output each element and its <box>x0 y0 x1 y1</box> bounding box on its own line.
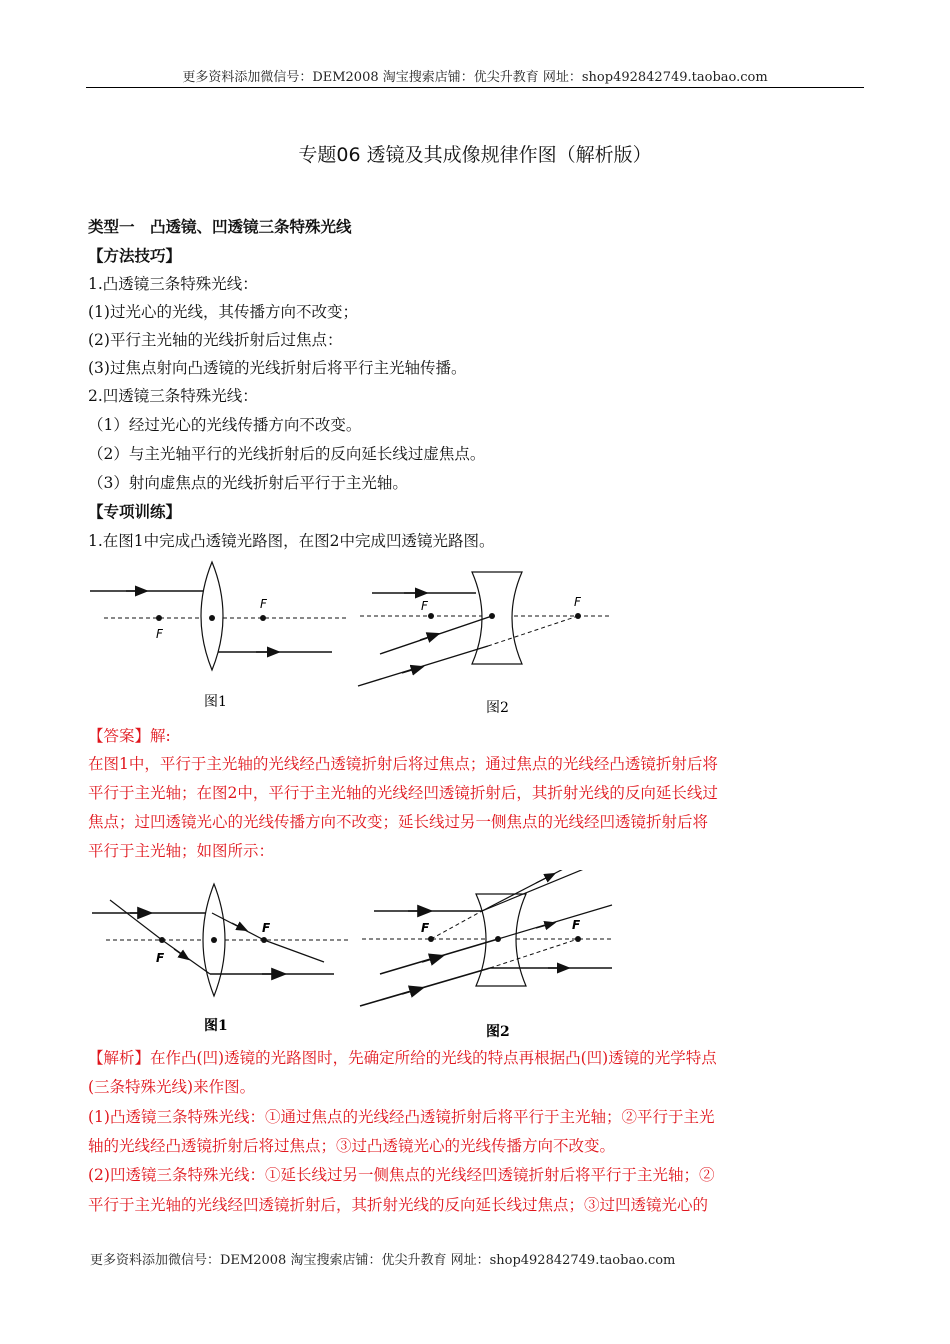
focus-label: F <box>572 918 581 932</box>
analysis-line: (三条特殊光线)来作图。 <box>88 1078 256 1096</box>
page-title: 专题06 透镜及其成像规律作图（解析版） <box>298 144 652 166</box>
method-heading: 【方法技巧】 <box>88 247 182 265</box>
method-line: （2）与主光轴平行的光线折射后的反向延长线过虚焦点。 <box>88 445 486 463</box>
focus-point <box>156 615 162 621</box>
focus-label: F <box>262 921 271 935</box>
answer-figure-1-caption: 图1 <box>204 1018 228 1034</box>
ray-arrow <box>422 956 442 962</box>
method-line: (1)过光心的光线，其传播方向不改变； <box>88 303 358 321</box>
analysis-line: 【解析】在作凸(凹)透镜的光路图时，先确定所给的光线的特点再根据凸(凹)透镜的光学特点 <box>88 1049 717 1067</box>
answer-line: 平行于主光轴；如图所示： <box>88 842 275 860</box>
focus-label: F <box>260 597 267 611</box>
figure-2-caption: 图2 <box>486 700 509 716</box>
analysis-line: (2)凹透镜三条特殊光线：①延长线过另一侧焦点的光线经凹透镜折射后将平行于主光轴；② <box>88 1166 715 1184</box>
analysis-line: (1)凸透镜三条特殊光线：①通过焦点的光线经凸透镜折射后将平行于主光轴；②平行于主光 <box>88 1108 715 1126</box>
question-1: 1.在图1中完成凸透镜光路图，在图2中完成凹透镜光路图。 <box>88 532 495 550</box>
ray-arrow <box>232 923 246 930</box>
ray-arrow <box>174 949 188 959</box>
refracted-ray-extended <box>264 940 324 962</box>
ray-arrow <box>536 923 554 928</box>
training-heading: 【专项训练】 <box>88 503 182 521</box>
question-figures <box>86 556 626 721</box>
incident-ray <box>358 646 488 686</box>
ray-arrow <box>536 874 554 883</box>
concave-lens <box>472 572 522 664</box>
focus-label: F <box>156 951 165 965</box>
figure-2-concave <box>358 572 612 716</box>
answer-figure-1-convex <box>92 884 348 1034</box>
method-line: (2)平行主光轴的光线折射后过焦点： <box>88 331 343 349</box>
focus-point <box>428 613 434 619</box>
answer-figure-2-concave <box>360 870 612 1040</box>
page-header: 更多资料添加微信号：DEM2008 淘宝搜索店铺：优尖升教育 网址：shop492842749.taobao.com <box>182 70 768 85</box>
page-footer: 更多资料添加微信号：DEM2008 淘宝搜索店铺：优尖升教育 网址：shop492842749.taobao.com <box>90 1253 676 1268</box>
figure-1-caption: 图1 <box>204 694 227 710</box>
method-line: （1）经过光心的光线传播方向不改变。 <box>88 416 362 434</box>
method-line: （3）射向虚焦点的光线折射后平行于主光轴。 <box>88 474 408 492</box>
ray-arrow <box>420 634 438 640</box>
incident-ray-through-focus <box>110 900 162 940</box>
focus-label: F <box>421 921 430 935</box>
optical-center <box>209 615 215 621</box>
incident-ray <box>360 968 490 1006</box>
ray-arrow <box>402 667 422 673</box>
reverse-extension <box>431 911 482 939</box>
method-line: 2.凹透镜三条特殊光线： <box>88 387 258 405</box>
answer-label: 【答案】解: <box>88 727 171 745</box>
focus-label: F <box>574 595 581 609</box>
method-line: (3)过焦点射向凸透镜的光线折射后将平行主光轴传播。 <box>88 359 467 377</box>
focus-point <box>260 615 266 621</box>
answer-line: 平行于主光轴；在图2中，平行于主光轴的光线经凹透镜折射后，其折射光线的反向延长线过 <box>88 784 718 802</box>
analysis-line: 轴的光线经凸透镜折射后将过焦点；③过凸透镜光心的光线传播方向不改变。 <box>88 1137 616 1155</box>
analysis-line: 平行于主光轴的光线经凹透镜折射后，其折射光线的反向延长线过焦点；③过凹透镜光心的 <box>88 1196 709 1214</box>
header-divider <box>86 87 864 88</box>
section-heading-type1: 类型一 凸透镜、凹透镜三条特殊光线 <box>88 218 352 236</box>
ray-arrow <box>402 988 422 994</box>
figure-1-convex <box>90 562 348 710</box>
answer-line: 在图1中，平行于主光轴的光线经凸透镜折射后将过焦点；通过焦点的光线经凸透镜折射后将 <box>88 755 718 773</box>
focus-label: F <box>421 599 428 613</box>
answer-line: 焦点；过凹透镜光心的光线传播方向不改变；延长线过另一侧焦点的光线经凹透镜折射后将 <box>88 813 709 831</box>
answer-figure-2-caption: 图2 <box>486 1024 510 1040</box>
method-line: 1.凸透镜三条特殊光线： <box>88 275 258 293</box>
optical-center <box>211 937 217 943</box>
answer-figures <box>86 870 626 1042</box>
concave-lens <box>476 894 526 986</box>
focus-label: F <box>156 627 163 641</box>
